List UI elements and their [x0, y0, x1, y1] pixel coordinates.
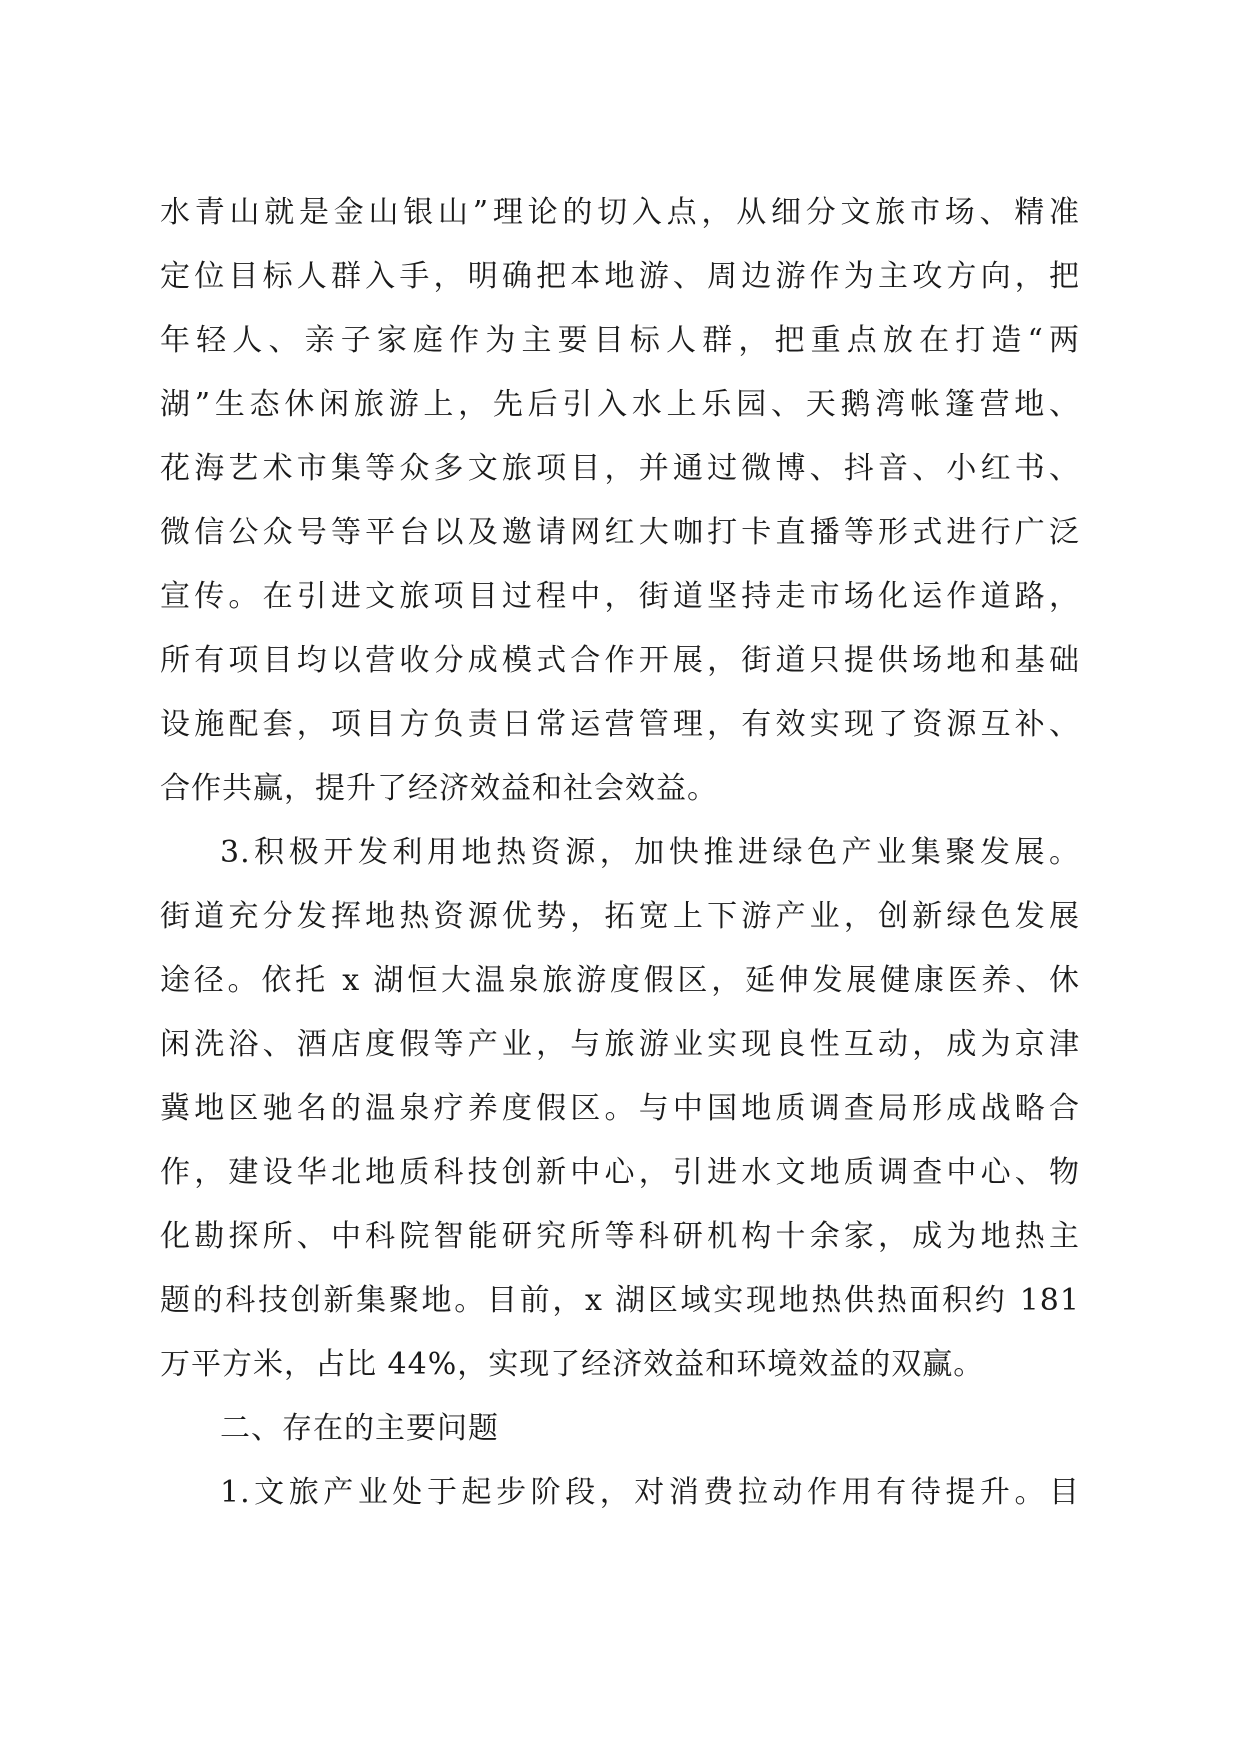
paragraph-2-line-7: 化勘探所、中科院智能研究所等科研机构十余家，成为地热主 [160, 1219, 1080, 1254]
paragraph-2-line-5: 冀地区驰名的温泉疗养度假区。与中国地质调查局形成战略合 [160, 1091, 1080, 1126]
paragraph-1-line-4: 湖”生态休闲旅游上，先后引入水上乐园、天鹅湾帐篷营地、 [160, 387, 1080, 422]
paragraph-2-line-9: 万平方米，占比 44%，实现了经济效益和环境效益的双赢。 [160, 1347, 985, 1382]
paragraph-2-line-3: 途径。依托 x 湖恒大温泉旅游度假区，延伸发展健康医养、休 [160, 963, 1080, 998]
paragraph-2-line-1: 3.积极开发利用地热资源，加快推进绿色产业集聚发展。 [220, 835, 1080, 870]
paragraph-2-line-8: 题的科技创新集聚地。目前，x 湖区域实现地热供热面积约 181 [160, 1283, 1080, 1318]
paragraph-1-line-2: 定位目标人群入手，明确把本地游、周边游作为主攻方向，把 [160, 259, 1080, 294]
paragraph-3-line-1: 1.文旅产业处于起步阶段，对消费拉动作用有待提升。目 [220, 1475, 1080, 1510]
paragraph-1-line-3: 年轻人、亲子家庭作为主要目标人群，把重点放在打造“两 [160, 323, 1080, 358]
paragraph-1-line-6: 微信公众号等平台以及邀请网红大咖打卡直播等形式进行广泛 [160, 515, 1080, 550]
section-heading: 二、存在的主要问题 [220, 1411, 499, 1446]
paragraph-1-line-8: 所有项目均以营收分成模式合作开展，街道只提供场地和基础 [160, 643, 1080, 678]
paragraph-1-line-9: 设施配套，项目方负责日常运营管理，有效实现了资源互补、 [160, 707, 1080, 742]
paragraph-2-line-4: 闲洗浴、酒店度假等产业，与旅游业实现良性互动，成为京津 [160, 1027, 1080, 1062]
paragraph-1-line-1: 水青山就是金山银山”理论的切入点，从细分文旅市场、精准 [160, 195, 1080, 230]
paragraph-2-line-2: 街道充分发挥地热资源优势，拓宽上下游产业，创新绿色发展 [160, 899, 1080, 934]
paragraph-1-line-10: 合作共赢，提升了经济效益和社会效益。 [160, 771, 718, 806]
paragraph-1-line-7: 宣传。在引进文旅项目过程中，街道坚持走市场化运作道路， [160, 579, 1080, 614]
paragraph-1-line-5: 花海艺术市集等众多文旅项目，并通过微博、抖音、小红书、 [160, 451, 1080, 486]
paragraph-2-line-6: 作，建设华北地质科技创新中心，引进水文地质调查中心、物 [160, 1155, 1080, 1190]
